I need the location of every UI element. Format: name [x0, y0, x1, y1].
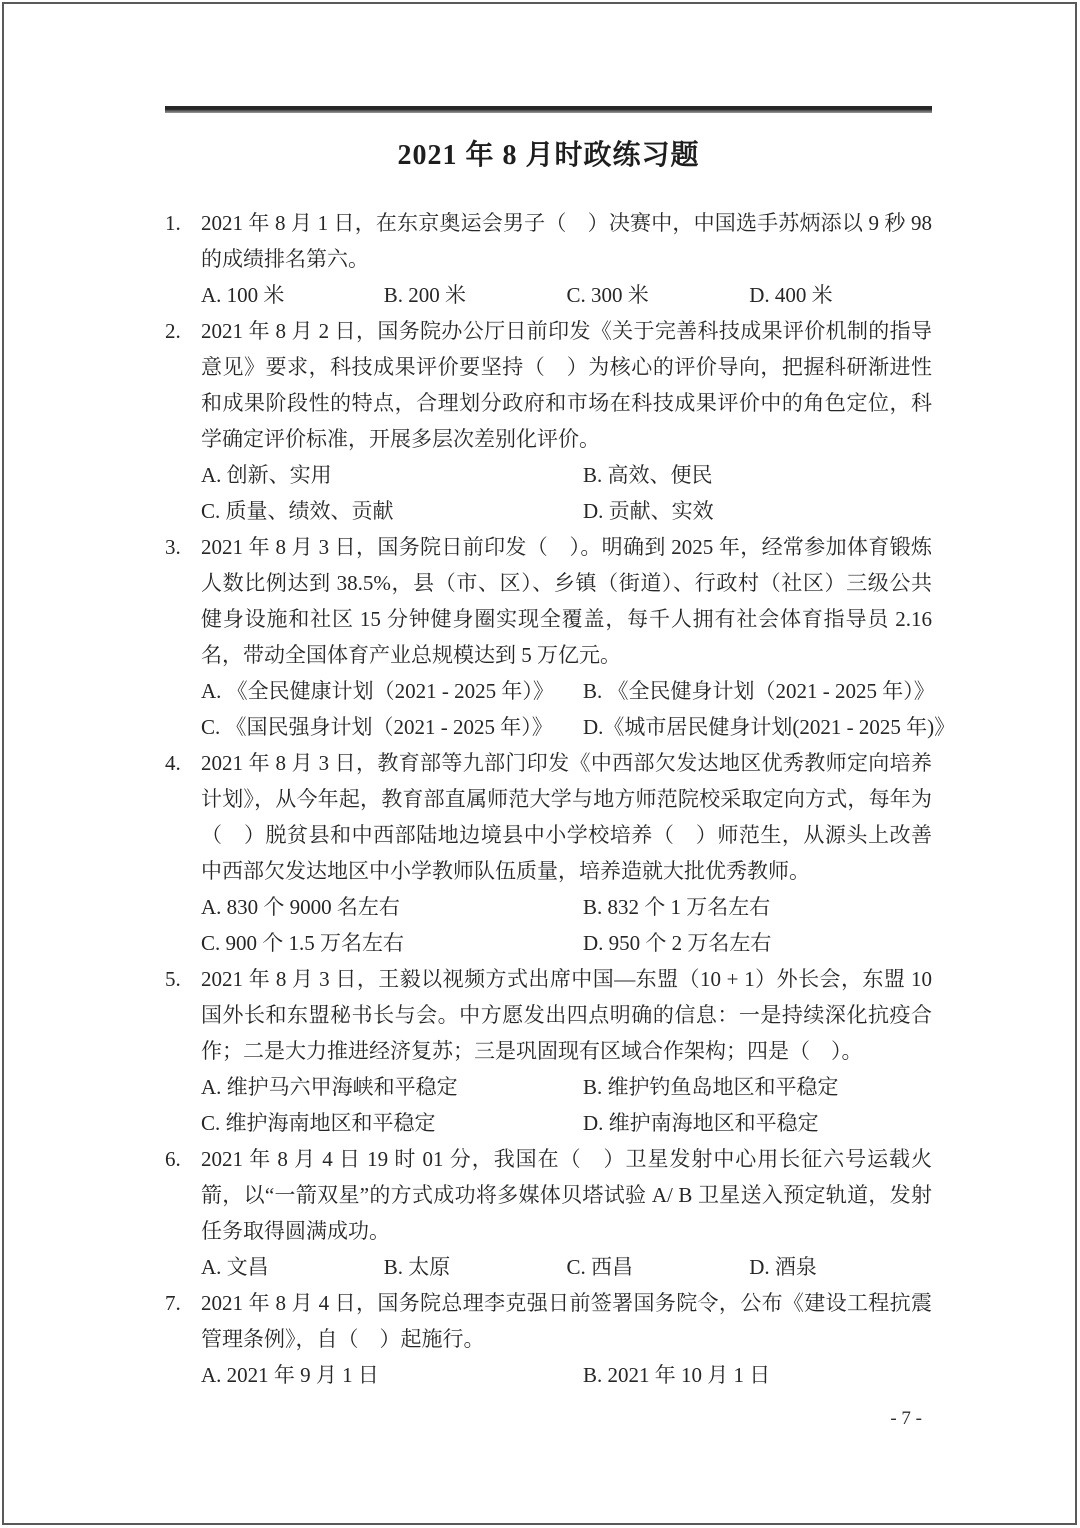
option-c: C. 西昌 [566, 1255, 634, 1279]
option-b: B. 《全民健身计划（2021 - 2025 年）》 [583, 679, 935, 703]
question-7 [165, 1285, 932, 1393]
question-text: 2021 年 8 月 3 日，教育部等九部门印发《中西部欠发达地区优秀教师定向培养计划》，从今年起，教育部直属师范大学与地方师范院校采取定向方式，每年为（ ）脱贫县和中西部陆地边境县中小学校培养（ ）师范生，从源头上改善中西部欠发达地区中小学教师队伍质量，培养造就大批优秀教师。 [201, 751, 932, 883]
question-options [201, 457, 932, 529]
question-number: 6. [165, 1147, 181, 1171]
question-text: 2021 年 8 月 2 日，国务院办公厅日前印发《关于完善科技成果评价机制的指导意见》要求，科技成果评价要坚持（ ）为核心的评价导向，把握科研渐进性和成果阶段性的特点，合理划分政府和市场在科技成果评价中的角色定位，科学确定评价标准，开展多层次差别化评价。 [201, 319, 932, 451]
question-1 [165, 205, 932, 313]
question-number: 2. [165, 319, 181, 343]
option-a: A. 文昌 [201, 1255, 269, 1279]
option-c: C. 900 个 1.5 万名左右 [201, 931, 405, 955]
question-options [201, 1249, 932, 1285]
option-d: D. 贡献、实效 [583, 499, 714, 523]
question-options [201, 1069, 932, 1141]
question-text: 2021 年 8 月 3 日，国务院日前印发（ ）。明确到 2025 年，经常参加体育锻炼人数比例达到 38.5%，县（市、区）、乡镇（街道）、行政村（社区）三级公共健身设施和社区 15 分钟健身圈实现全覆盖，每千人拥有社会体育指导员 2.16 名，带动全国体育产业总规模达到 5 万亿元。 [201, 535, 932, 667]
question-number: 4. [165, 751, 181, 775]
question-text: 2021 年 8 月 1 日，在东京奥运会男子（ ）决赛中，中国选手苏炳添以 9 秒 98 的成绩排名第六。 [201, 211, 932, 271]
question-number: 7. [165, 1291, 181, 1315]
question-6 [165, 1141, 932, 1285]
option-a: A. 2021 年 9 月 1 日 [201, 1363, 379, 1387]
option-b: B. 200 米 [383, 283, 467, 307]
option-c: C. 维护海南地区和平稳定 [201, 1111, 436, 1135]
question-5 [165, 961, 932, 1141]
option-b: B. 高效、便民 [583, 463, 713, 487]
page-number: - 7 - [890, 1408, 922, 1429]
page-content [165, 0, 956, 1528]
option-d: D. 维护南海地区和平稳定 [583, 1111, 819, 1135]
option-a: A. 创新、实用 [201, 463, 332, 487]
option-a: A. 维护马六甲海峡和平稳定 [201, 1075, 458, 1099]
option-c: C. 《国民强身计划（2021 - 2025 年）》 [201, 715, 553, 739]
question-text: 2021 年 8 月 4 日，国务院总理李克强日前签署国务院令，公布《建设工程抗震管理条例》，自（ ）起施行。 [201, 1291, 932, 1351]
question-number: 5. [165, 967, 181, 991]
question-4 [165, 745, 932, 961]
question-list [165, 205, 956, 1393]
option-b: B. 832 个 1 万名左右 [583, 895, 771, 919]
question-options [201, 277, 932, 313]
option-a: A. 100 米 [201, 283, 285, 307]
option-b: B. 2021 年 10 月 1 日 [583, 1363, 771, 1387]
option-a: A. 830 个 9000 名左右 [201, 895, 400, 919]
question-options [201, 889, 932, 961]
option-c: C. 质量、绩效、贡献 [201, 499, 394, 523]
header-rule [165, 106, 932, 113]
option-d: D.《城市居民健身计划(2021 - 2025 年)》 [583, 715, 956, 739]
option-b: B. 太原 [383, 1255, 451, 1279]
option-d: D. 酒泉 [749, 1255, 817, 1279]
option-d: D. 950 个 2 万名左右 [583, 931, 772, 955]
option-b: B. 维护钓鱼岛地区和平稳定 [583, 1075, 839, 1099]
question-number: 1. [165, 211, 181, 235]
question-3 [165, 529, 956, 745]
option-c: C. 300 米 [566, 283, 649, 307]
question-number: 3. [165, 535, 181, 559]
option-d: D. 400 米 [749, 283, 833, 307]
question-text: 2021 年 8 月 4 日 19 时 01 分，我国在（ ）卫星发射中心用长征六号运载火箭，以“一箭双星”的方式成功将多媒体贝塔试验 A/ B 卫星送入预定轨道，发射任务取得圆满成功。 [201, 1147, 932, 1243]
question-options [201, 673, 956, 745]
question-text: 2021 年 8 月 3 日，王毅以视频方式出席中国—东盟（10 + 1）外长会，东盟 10 国外长和东盟秘书长与会。中方愿发出四点明确的信息：一是持续深化抗疫合作；二是大力推进经济复苏；三是巩固现有区域合作架构；四是（ ）。 [201, 967, 932, 1063]
page-title: 2021 年 8 月时政练习题 [397, 140, 700, 171]
option-a: A. 《全民健康计划（2021 - 2025 年）》 [201, 679, 554, 703]
question-options [201, 1357, 932, 1393]
question-2 [165, 313, 932, 529]
